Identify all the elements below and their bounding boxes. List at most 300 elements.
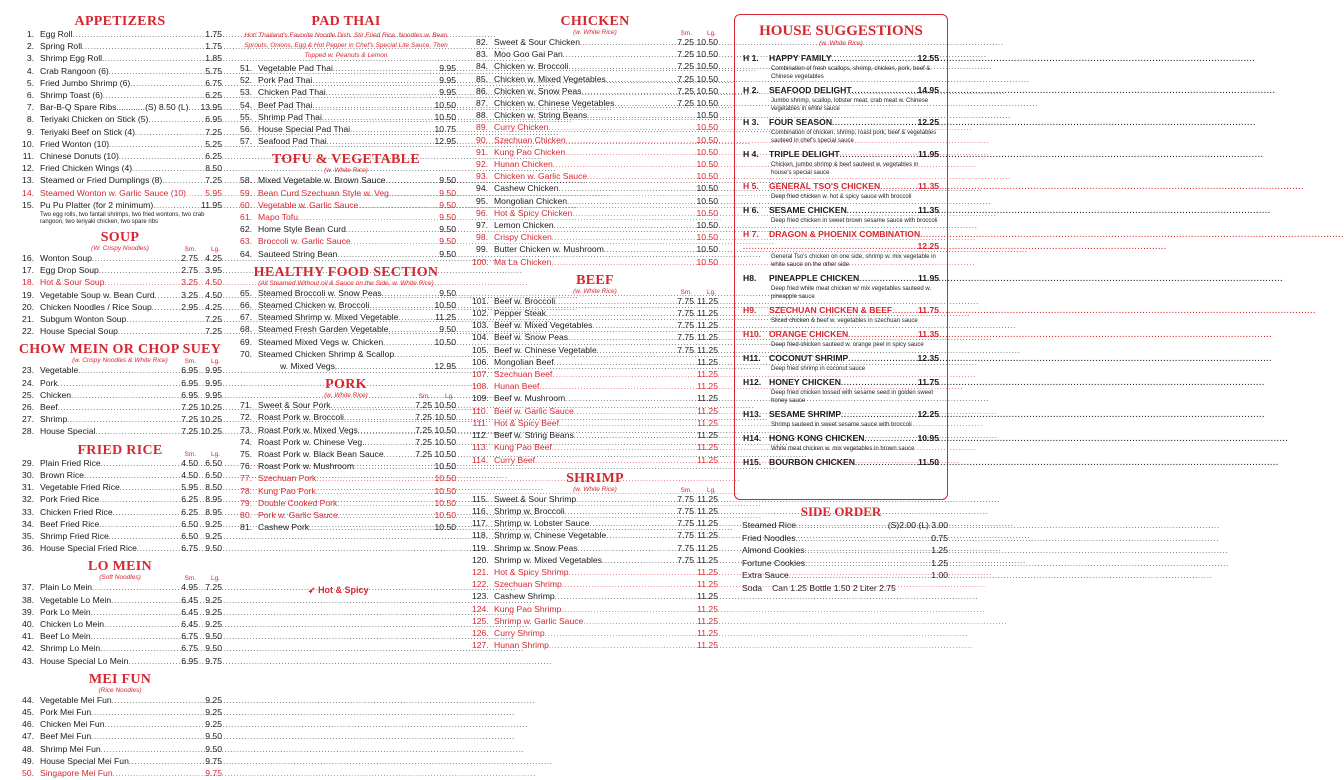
item-price-small: 4.50 <box>181 469 198 480</box>
dot-leader <box>567 196 670 208</box>
house-item-number: H 1. <box>743 53 759 63</box>
dot-leader <box>351 236 432 248</box>
menu-item <box>236 324 456 336</box>
item-name: Vegetable Mei Fun <box>40 694 112 705</box>
dot-leader <box>137 543 174 555</box>
dot-leader <box>743 241 911 253</box>
item-price-large: 9.25 <box>205 518 222 529</box>
item-number: 103. <box>472 320 489 331</box>
item-number: 101. <box>472 295 489 306</box>
item-name: Curry Shrimp <box>494 627 545 638</box>
house-item-description: Deep fried chicken w. hot & spicy sauce with broccoli <box>771 194 912 200</box>
item-price-small: 6.75 <box>181 631 198 642</box>
menu-item <box>236 337 456 349</box>
item-number: 47. <box>22 731 34 742</box>
item-name: Shrimp w. Lobster Sauce <box>494 518 590 529</box>
section-header <box>18 14 222 29</box>
item-price-large: 10.50 <box>434 461 456 472</box>
item-number: 54. <box>240 99 252 110</box>
section-shrimp <box>472 471 718 653</box>
menu-item <box>472 257 718 269</box>
item-number: 31. <box>22 482 34 493</box>
dot-leader <box>113 768 198 780</box>
menu-column-4 <box>724 0 960 622</box>
item-price: 9.50 <box>205 731 222 742</box>
item-price: 10.50 <box>434 300 456 311</box>
item-price: 6.25 <box>205 90 222 101</box>
dot-leader <box>398 312 432 324</box>
item-number: 63. <box>240 236 252 247</box>
dot-leader <box>113 507 174 519</box>
section-description: Hot! Thailand's Favorite Noodle Dish. Stir Fried Rice, Noodles w. Bean Sprouts, Onions, Egg & Hot Pepper in Chef's Special Lite Sauce, Then Topped w. Peanuts & Lemon <box>244 32 448 59</box>
item-number: 119. <box>472 542 489 553</box>
item-number: 12. <box>22 163 34 174</box>
house-item-row <box>743 205 939 217</box>
house-item-description: Deep fried white meat chicken w/ mix vegetables sauteed w. pineapple sauce <box>771 286 932 300</box>
side-item-name: Steamed Rice <box>742 520 796 530</box>
menu-item <box>18 326 222 338</box>
item-name: Hot & Spicy Beef <box>494 417 559 428</box>
item-price-large: 10.50 <box>434 473 456 484</box>
item-name: Steamed Chicken Shrimp & Scallop <box>258 348 395 359</box>
section-header <box>18 443 222 458</box>
dot-leader <box>561 604 670 616</box>
item-number: 8. <box>26 114 34 125</box>
item-number: 121. <box>472 566 489 577</box>
item-name: Pork w. Garlic Sauce <box>258 510 338 521</box>
item-name: Hunan Shrimp <box>494 640 549 651</box>
house-item-number: H14. <box>743 433 762 443</box>
item-price-small: 7.75 <box>677 554 694 565</box>
dot-leader <box>539 381 670 393</box>
item-name: Steamed or Fried Dumplings (8) <box>40 175 163 186</box>
item-number: 105. <box>472 344 489 355</box>
item-name: Pu Pu Platter (for 2 minimum) <box>40 199 154 210</box>
size-label: Sm. <box>680 30 692 37</box>
item-price-small: 7.75 <box>677 505 694 516</box>
menu-item <box>18 643 222 655</box>
item-price-large: 10.50 <box>696 183 718 194</box>
house-item-row <box>743 377 939 389</box>
item-name: Broccoli w. Garlic Sauce <box>258 236 351 247</box>
item-price-small: 7.25 <box>415 424 432 435</box>
item-number: 108. <box>472 381 489 392</box>
item-price-small: 6.25 <box>181 506 198 517</box>
item-name: Chicken Mei Fun <box>40 719 105 730</box>
item-name: Lemon Chicken <box>494 220 554 231</box>
item-name: Brown Rice <box>40 469 84 480</box>
house-item <box>743 117 939 145</box>
item-name: Chicken Lo Mein <box>40 618 105 629</box>
dot-leader <box>109 66 198 78</box>
item-name-continued <box>236 361 456 373</box>
house-item-name: SESAME CHICKEN <box>769 205 847 215</box>
section-lo-mein <box>18 559 222 667</box>
menu-item <box>236 510 456 522</box>
item-name: Hot & Spicy Shrimp <box>494 566 569 577</box>
dot-leader <box>309 522 408 534</box>
item-name: Vegetable w. Garlic Sauce <box>258 199 359 210</box>
house-item-name: DRAGON & PHOENIX COMBINATION <box>769 229 921 239</box>
item-number: 30. <box>22 469 34 480</box>
item-name: Mongolian Beef <box>494 356 554 367</box>
item-price-large: 9.25 <box>205 530 222 541</box>
item-name: Pork Fried Rice <box>40 494 100 505</box>
menu-item <box>18 114 222 126</box>
item-price: 7.25 <box>205 175 222 186</box>
size-label: Lg. <box>210 246 220 254</box>
item-price-small: 6.45 <box>181 594 198 605</box>
section-appetizers <box>18 14 222 226</box>
menu-item <box>18 53 222 65</box>
menu-item <box>236 124 456 136</box>
dot-leader <box>298 212 432 224</box>
menu-item <box>472 320 718 332</box>
menu-item <box>472 110 718 122</box>
item-number: 62. <box>240 224 252 235</box>
chili-icon: ➶ <box>308 585 316 595</box>
item-price-large: 11.25 <box>697 442 718 453</box>
menu-item <box>236 400 456 412</box>
item-number: 107. <box>472 369 489 380</box>
menu-item <box>18 768 222 780</box>
item-price: 5.75 <box>205 65 222 76</box>
item-number: 77. <box>240 473 252 484</box>
item-price-large: 10.50 <box>696 85 718 96</box>
item-price: 12.95 <box>434 136 456 147</box>
item-number: 78. <box>240 485 252 496</box>
dot-leader <box>338 510 408 522</box>
item-number: 92. <box>476 159 488 170</box>
dot-leader <box>58 378 174 390</box>
dot-leader <box>346 224 432 236</box>
item-price: 9.50 <box>439 212 456 223</box>
house-item-name: COCONUT SHRIMP <box>769 353 849 363</box>
menu-item <box>472 135 718 147</box>
dot-leader <box>569 567 670 579</box>
dot-leader <box>569 61 670 73</box>
item-number: 86. <box>476 85 488 96</box>
item-number: 53. <box>240 87 252 98</box>
item-price-small: 7.75 <box>677 518 694 529</box>
menu-item <box>472 567 718 579</box>
side-order-item <box>734 583 948 594</box>
menu-item <box>18 175 222 187</box>
dot-leader <box>312 100 432 112</box>
dot-leader <box>606 530 670 542</box>
item-price-large: 10.50 <box>696 98 718 109</box>
house-item-row <box>743 229 939 241</box>
dot-leader <box>186 188 198 200</box>
dot-leader <box>848 353 911 365</box>
dot-leader <box>832 117 911 129</box>
dot-leader <box>552 232 670 244</box>
item-number: 43. <box>22 655 34 666</box>
house-suggestions-box <box>734 14 948 500</box>
side-order-item <box>734 545 948 558</box>
section-note: (w. White Rice) <box>324 167 368 175</box>
dot-leader <box>120 482 174 494</box>
dot-leader <box>312 75 432 87</box>
menu-item <box>472 455 718 467</box>
item-price-large: 10.50 <box>434 485 456 496</box>
menu-item <box>236 200 456 212</box>
dot-leader <box>369 300 432 312</box>
item-price: 6.25 <box>205 151 222 162</box>
item-price-small: 7.25 <box>677 61 694 72</box>
dot-leader <box>552 442 670 454</box>
dot-leader <box>337 361 432 373</box>
item-name: Roast Pork w. Black Bean Sauce <box>258 449 384 460</box>
menu-column-3 <box>462 0 724 651</box>
item-number: 114. <box>472 454 489 465</box>
dot-leader <box>572 208 670 220</box>
item-price-large: 11.25 <box>697 627 718 638</box>
house-item <box>743 457 939 469</box>
menu-item <box>236 63 456 75</box>
dot-leader <box>109 531 174 543</box>
item-name: Hot & Sour Soup <box>40 277 105 288</box>
dot-leader <box>132 163 198 175</box>
menu-item <box>18 607 222 619</box>
menu-item <box>18 29 222 41</box>
dot-leader <box>105 277 175 289</box>
side-order-item <box>734 558 948 571</box>
item-number: 82. <box>476 37 488 47</box>
item-name: Chicken Noodles / Rice Soup <box>40 301 152 312</box>
dot-leader <box>350 124 432 136</box>
dot-leader <box>103 90 198 102</box>
menu-item <box>18 163 222 175</box>
item-price-large: 10.50 <box>434 522 456 533</box>
house-item-description: Chicken, jumbo shrimp & beef sauteed w. vegetables in house's special sauce <box>771 162 919 176</box>
item-number: 97. <box>476 220 488 231</box>
item-number: 28. <box>22 426 34 437</box>
dot-leader <box>590 518 670 530</box>
side-item-name: Soda <box>742 582 763 593</box>
menu-item <box>472 49 718 61</box>
item-price: 11.25 <box>435 312 456 323</box>
menu-item <box>472 74 718 86</box>
item-number: 39. <box>22 606 34 617</box>
menu-item <box>18 390 222 402</box>
dot-leader <box>548 122 670 134</box>
item-name: Egg Drop Soup <box>40 265 99 276</box>
house-item-price: 11.95 <box>917 273 939 283</box>
menu-item <box>472 183 718 195</box>
item-number: 55. <box>240 111 252 122</box>
menu-item <box>18 188 222 200</box>
item-name: Steamed Shrimp w. Mixed Vegetable <box>258 312 399 323</box>
item-name: Spring Roll <box>40 41 83 52</box>
dot-leader <box>580 37 670 49</box>
item-name: Beef Fried Rice <box>40 518 100 529</box>
dot-leader <box>841 409 911 421</box>
house-item-price-row <box>743 241 939 253</box>
menu-item <box>236 437 456 449</box>
menu-item <box>472 604 718 616</box>
item-name: Plain Lo Mein <box>40 582 93 593</box>
house-item-number: H8. <box>743 273 757 283</box>
item-number: 115. <box>472 493 489 504</box>
item-name: Beef Pad Thai <box>258 99 313 110</box>
menu-item <box>472 543 718 555</box>
dot-leader <box>101 744 198 756</box>
dot-leader <box>574 430 670 442</box>
item-name: Mongolian Chicken <box>494 195 568 206</box>
item-name: Beef w. Mushroom <box>494 393 566 404</box>
item-name: Sweet & Sour Chicken <box>494 37 580 47</box>
item-price-large: 10.50 <box>696 49 718 60</box>
item-name: Curry Beef <box>494 454 536 465</box>
item-name: Chicken w. String Beans <box>494 110 588 121</box>
item-price: 5.25 <box>205 138 222 149</box>
item-price-large: 9.75 <box>205 655 222 666</box>
item-number: 20. <box>22 301 34 312</box>
section-header <box>236 14 456 29</box>
item-name: Szechuan Chicken <box>494 134 566 145</box>
item-price-small: 7.25 <box>415 400 432 411</box>
item-name: Roast Pork w. Broccoli <box>258 412 344 423</box>
item-price-large: 10.50 <box>696 146 718 157</box>
item-number: 41. <box>22 631 34 642</box>
item-number: 10. <box>22 138 34 149</box>
dot-leader <box>162 175 198 187</box>
dot-leader <box>153 200 198 212</box>
item-name: Seafood Pad Thai <box>258 136 327 147</box>
house-item-row <box>743 409 939 421</box>
item-price-large: 11.25 <box>697 332 718 343</box>
section-header <box>236 152 456 175</box>
menu-item <box>472 616 718 628</box>
item-price-large: 9.50 <box>205 643 222 654</box>
menu-item <box>236 425 456 437</box>
item-name: Curry Chicken <box>494 122 549 133</box>
dot-leader <box>602 555 670 567</box>
house-item-row <box>743 53 939 65</box>
house-item-name: SEAFOOD DELIGHT <box>769 85 852 95</box>
section-header <box>236 265 456 288</box>
item-number: 80. <box>240 510 252 521</box>
side-item-price: 1.25 <box>931 557 948 568</box>
item-name: Kung Pao Beef <box>494 442 552 453</box>
item-price-small: 4.95 <box>181 582 198 593</box>
item-price-large: 11.25 <box>697 344 718 355</box>
house-item-row <box>743 433 939 445</box>
dot-leader <box>382 288 432 300</box>
size-label: Sm. <box>184 575 196 583</box>
item-price-small: 7.25 <box>181 426 198 437</box>
item-number: 85. <box>476 73 488 84</box>
size-columns-header <box>172 451 220 458</box>
house-item-description: Deep fried chicken in sweet brown sesame sauce with broccoli <box>771 218 938 224</box>
section-mei-fun <box>18 672 222 780</box>
section-chicken <box>472 14 718 269</box>
item-price-small: 7.25 <box>677 73 694 84</box>
item-price-large: 11.25 <box>697 308 718 319</box>
item-price-small: 5.95 <box>181 482 198 493</box>
menu-item <box>18 543 222 555</box>
item-name: Shrimp Fried Rice <box>40 530 109 541</box>
item-price-small: 7.75 <box>677 542 694 553</box>
item-name: Chicken <box>40 389 72 400</box>
item-name: Shrimp w. Garlic Sauce <box>494 615 584 626</box>
item-number: 11. <box>22 151 34 162</box>
house-item-name: HONG KONG CHICKEN <box>769 433 865 443</box>
menu-item <box>18 631 222 643</box>
section-note: (Soft Noodles) <box>99 574 141 582</box>
item-number: 110. <box>472 405 489 416</box>
house-item-price: 10.95 <box>917 433 939 443</box>
item-number: 3. <box>26 53 34 64</box>
item-number: 69. <box>240 336 252 347</box>
section-title: FRIED RICE <box>77 442 163 458</box>
menu-item <box>18 507 222 519</box>
item-price-large: 10.25 <box>200 414 222 425</box>
item-price-large: 4.50 <box>205 289 222 300</box>
item-price: 9.25 <box>205 706 222 717</box>
item-number: 16. <box>22 253 34 264</box>
side-order-list <box>734 520 948 594</box>
item-price-large: 10.50 <box>434 400 456 411</box>
item-price-large: 10.50 <box>696 122 718 133</box>
house-item <box>743 205 939 225</box>
item-number: 33. <box>22 506 34 517</box>
house-item-description: Combination of fresh scallops, shrimp, chicken, pork, beef & Chinese vegetables <box>771 66 931 80</box>
house-item <box>743 53 939 81</box>
item-name: Double Cooked Pork <box>258 497 338 508</box>
item-name: Mapo Tofu <box>258 212 298 223</box>
item-price-large: 11.25 <box>697 369 718 380</box>
item-number: 72. <box>240 412 252 423</box>
house-item-price: 12.25 <box>917 117 939 127</box>
item-name: Shrimp w. Mixed Vegetables <box>494 554 602 565</box>
item-name: Fried Chicken Wings (4) <box>40 163 133 174</box>
item-name: Shrimp Pad Thai <box>258 111 322 122</box>
side-item-name: Fortune Cookies <box>742 557 806 568</box>
item-price-large: 6.50 <box>205 469 222 480</box>
item-number: 34. <box>22 518 34 529</box>
dot-leader <box>82 41 198 53</box>
item-price-large: 10.50 <box>696 159 718 170</box>
menu-item <box>236 224 456 236</box>
house-item <box>743 273 939 301</box>
house-item-description: Shrimp sauteed in sweet sesame sauce with broccoli <box>771 422 912 428</box>
item-price-large: 11.25 <box>697 566 718 577</box>
menu-item <box>18 414 222 426</box>
item-number: 64. <box>240 248 252 259</box>
item-price-large: 10.50 <box>434 424 456 435</box>
menu-item <box>472 555 718 567</box>
side-item-name: Almond Cookies <box>742 545 805 556</box>
house-item <box>743 149 939 177</box>
item-price-large: 9.25 <box>205 618 222 629</box>
menu-item <box>18 582 222 594</box>
dot-leader <box>358 425 408 437</box>
house-item-price: 11.75 <box>917 377 939 387</box>
item-price-small: 3.25 <box>181 277 198 288</box>
item-price-large: 11.25 <box>697 554 718 565</box>
item-name: Wonton Soup <box>40 253 92 264</box>
menu-item <box>472 530 718 542</box>
side-item-name: Extra Sauce <box>742 570 789 581</box>
item-name: Shrimp Toast (6) <box>40 90 103 101</box>
dot-leader <box>606 74 670 86</box>
menu-item <box>236 473 456 485</box>
menu-item <box>472 98 718 110</box>
dot-leader <box>91 607 174 619</box>
dot-leader <box>546 308 670 320</box>
